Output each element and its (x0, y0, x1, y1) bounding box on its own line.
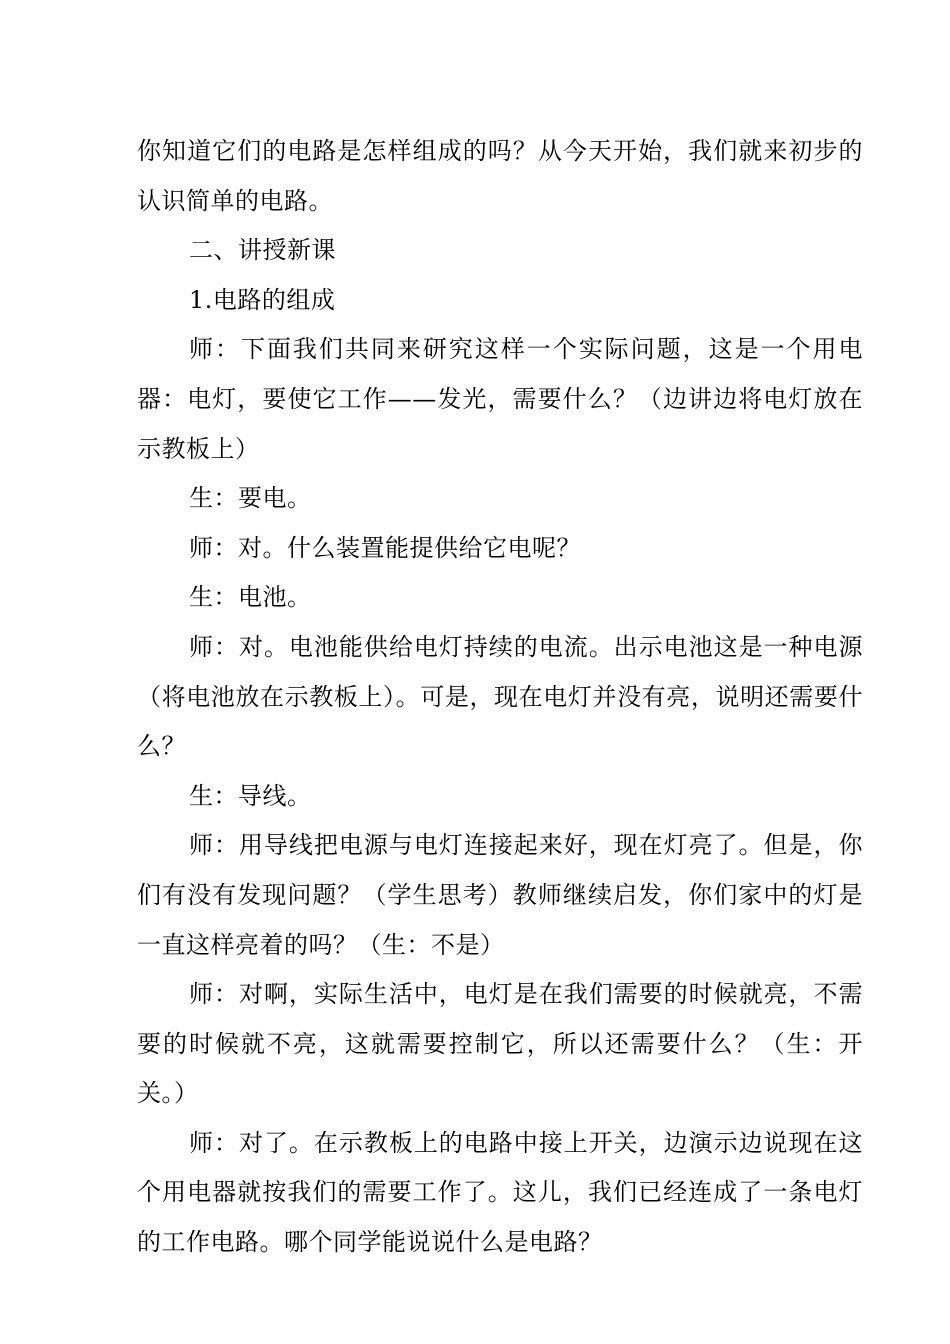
dialogue-student: 生：导线。 (189, 781, 312, 810)
document-body (137, 127, 863, 1268)
dialogue-teacher: 师：对。电池能供给电灯持续的电流。出示电池这是一种电源（将电池放在示教板上）。可是，现在电灯并没有亮，说明还需要什么？ (137, 632, 863, 761)
dialogue-teacher: 师：用导线把电源与电灯连接起来好，现在灯亮了。但是，你们有没有发现问题？（学生思考）教师继续启发，你们家中的灯是一直这样亮着的吗？（生：不是） (137, 831, 863, 959)
dialogue-teacher: 师：对。什么装置能提供给它电呢？ (189, 533, 581, 562)
dialogue-student: 生：电池。 (189, 583, 312, 612)
dialogue-teacher: 师：下面我们共同来研究这样一个实际问题，这是一个用电器：电灯，要使它工作——发光，需要什么？（边讲边将电灯放在示教板上） (137, 335, 863, 463)
subsection-heading: 1.电路的组成 (189, 285, 336, 314)
section-heading: 二、讲授新课 (189, 236, 336, 265)
dialogue-teacher: 师：对了。在示教板上的电路中接上开关，边演示边说现在这个用电器就按我们的需要工作了。这儿，我们已经连成了一条电灯的工作电路。哪个同学能说说什么是电路？ (137, 1128, 863, 1257)
paragraph-intro: 你知道它们的电路是怎样组成的吗？从今天开始，我们就来初步的认识简单的电路。 (137, 137, 863, 215)
dialogue-teacher: 师：对啊，实际生活中，电灯是在我们需要的时候就亮，不需要的时候就不亮，这就需要控制它，所以还需要什么？（生：开关。） (137, 980, 863, 1108)
dialogue-student: 生：要电。 (189, 484, 312, 513)
